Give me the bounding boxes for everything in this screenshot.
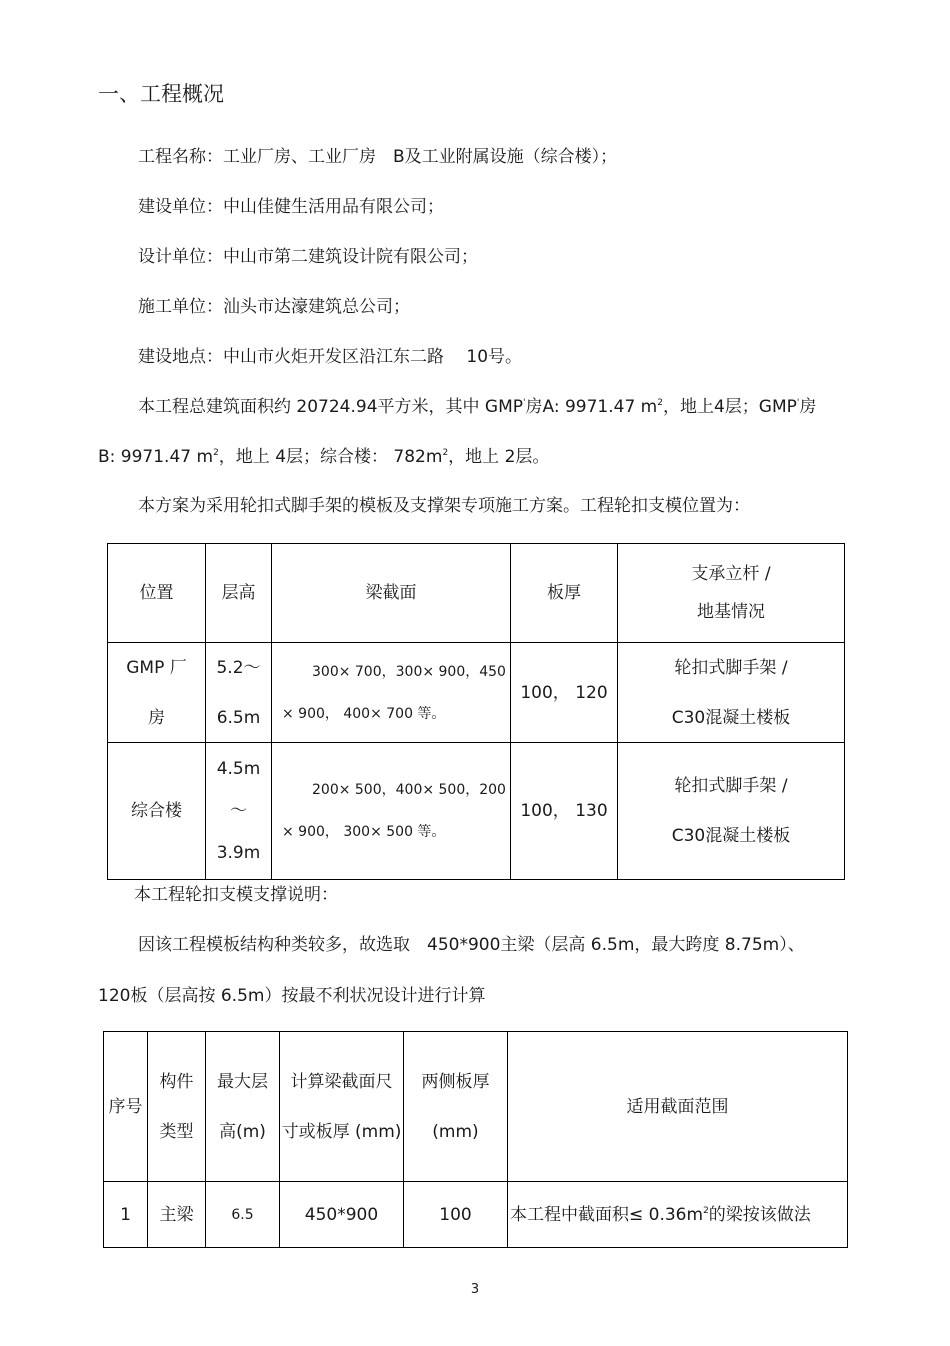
cell-beam-section: 300× 700，300× 900，450 × 900， 400× 700 等。 <box>272 643 511 743</box>
support-position-table <box>107 543 845 880</box>
cell-slab: 100， 130 <box>511 743 618 880</box>
table-row <box>108 743 845 880</box>
cell-support: 轮扣式脚手架 / C30混凝土楼板 <box>618 643 845 743</box>
cell-max-height: 6.5 <box>206 1182 280 1248</box>
page-number: 3 <box>470 1282 480 1297</box>
calc-note-line-2: 120板（层高按 6.5m）按最不利状况设计进行计算 <box>98 986 486 1006</box>
section-heading: 一、工程概况 <box>98 82 224 106</box>
calc-member-table <box>103 1031 848 1248</box>
header-side-slab: 两侧板厚 (mm) <box>404 1032 508 1182</box>
header-range: 适用截面范围 <box>508 1032 848 1182</box>
cell-support: 轮扣式脚手架 / C30混凝土楼板 <box>618 743 845 880</box>
support-note-title: 本工程轮扣支模支撑说明： <box>134 885 338 905</box>
project-name: 工程名称：工业厂房、工业厂房 B及工业附属设施（综合楼）； <box>138 147 618 167</box>
cell-beam-section: 200× 500，400× 500，200 × 900， 300× 500 等。 <box>272 743 511 880</box>
construction-unit: 施工单位：汕头市达濠建筑总公司； <box>138 297 410 317</box>
cell-side-slab: 100 <box>404 1182 508 1248</box>
header-no: 序号 <box>104 1032 148 1182</box>
header-member-type: 构件 类型 <box>148 1032 206 1182</box>
area-line-2: B: 9971.47 $m^2$，地上 4层；综合楼： $782m^2$，地上 2层。 <box>98 447 550 467</box>
cell-floor-height: 4.5m ～ 3.9m <box>206 743 272 880</box>
header-beam-section: 梁截面 <box>272 544 511 643</box>
calc-note-line-1: 因该工程模板结构种类较多，故选取 450*900主梁（层高 6.5m，最大跨度 8.75m）、 <box>138 935 805 955</box>
cell-no: 1 <box>104 1182 148 1248</box>
cell-slab: 100， 120 <box>511 643 618 743</box>
construction-site: 建设地点：中山市火炬开发区沿江东二路 10号。 <box>138 347 523 367</box>
cell-position: GMP 厂 房 <box>108 643 206 743</box>
header-calc-size: 计算梁截面尺 寸或板厚 (mm) <box>280 1032 404 1182</box>
scheme-intro: 本方案为采用轮扣式脚手架的模板及支撑架专项施工方案。工程轮扣支模位置为： <box>138 496 750 516</box>
header-position: 位置 <box>108 544 206 643</box>
header-floor-height: 层高 <box>206 544 272 643</box>
table-header-row <box>108 544 845 643</box>
cell-calc-size: 450*900 <box>280 1182 404 1248</box>
area-line-1: 本工程总建筑面积约 20724.94平方米，其中 GMP'房A: 9971.47 $m^2$，地上4层；GMP'房 <box>138 397 817 417</box>
design-unit: 设计单位：中山市第二建筑设计院有限公司； <box>138 247 478 267</box>
header-max-height: 最大层 高(m) <box>206 1032 280 1182</box>
client-unit: 建设单位：中山佳健生活用品有限公司； <box>138 197 444 217</box>
cell-floor-height: 5.2～ 6.5m <box>206 643 272 743</box>
header-support: 支承立杆 / 地基情况 <box>618 544 845 643</box>
table-row <box>108 643 845 743</box>
cell-position: 综合楼 <box>108 743 206 880</box>
cell-type: 主梁 <box>148 1182 206 1248</box>
cell-range: 本工程中截面积≤ $0.36m^2$的梁按该做法 <box>508 1182 848 1248</box>
table-header-row <box>104 1032 848 1182</box>
table-row <box>104 1182 848 1248</box>
header-slab-thickness: 板厚 <box>511 544 618 643</box>
